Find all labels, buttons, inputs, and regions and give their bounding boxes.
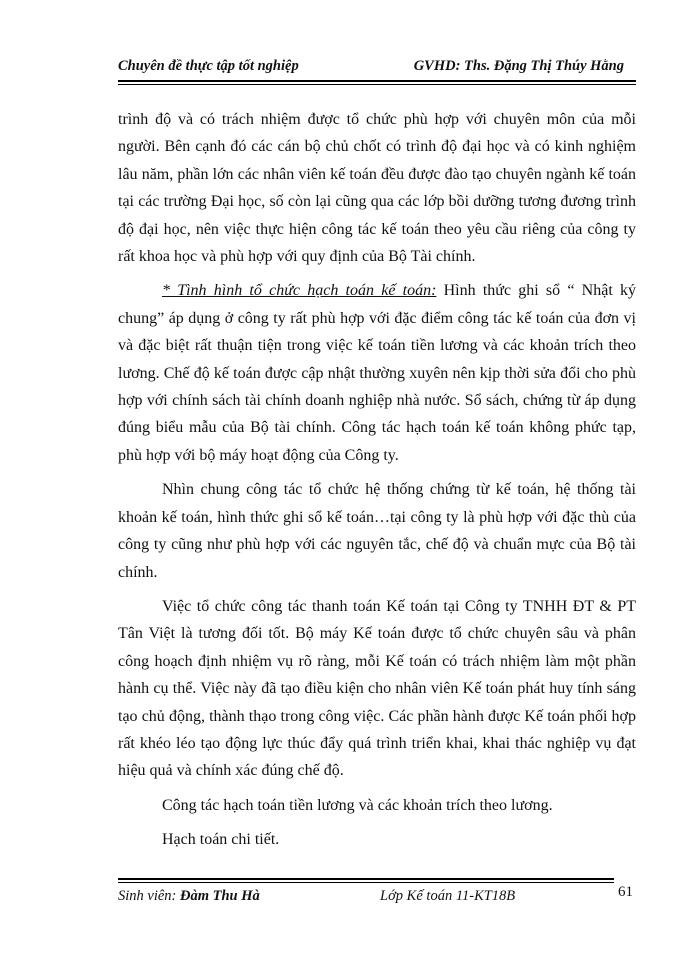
paragraph-2-heading: * Tình hình tổ chức hạch toán kế toán: bbox=[162, 282, 437, 300]
student-label: Sinh viên: bbox=[118, 888, 181, 904]
paragraph-4: Việc tổ chức công tác thanh toán Kế toán tại Công ty TNHH ĐT & PT Tân Việt là tương đối tốt. Bộ máy Kế toán được tổ chức chuyên sâu và phân công hoạch định nhiệm vụ rõ ràng, mỗi Kế toán có trách nhiệm làm một phần hành cụ thể. Việc này đã tạo điều kiện cho nhân viên Kế toán phát huy tính sáng tạo chủ động, thành thạo trong công việc. Các phần hành được Kế toán phối hợp rất khéo léo tạo động lực thúc đẩy quá trình triển khai, khai thác nghiệp vụ đạt hiệu quả và chính xác đúng chế độ. bbox=[118, 597, 636, 780]
page-header bbox=[118, 56, 636, 80]
paragraph-2 bbox=[118, 277, 636, 469]
page-number: 61 bbox=[618, 884, 633, 900]
header-rule-thick bbox=[118, 80, 636, 82]
footer-class: Lớp Kế toán 11-KT18B bbox=[380, 888, 516, 904]
paragraph-2-text: Hình thức ghi sổ “ Nhật ký chung” áp dụng ở công ty rất phù hợp với đặc điểm công tác kế toán của đơn vị và đặc biệt rất thuận tiện trong việc kế toán tiền lương và các khoản trích theo lương. Chế độ kế toán được cập nhật thường xuyên nên kịp thời sửa đổi cho phù hợp với chính sách tài chính doanh nghiệp nhà nước. Sổ sách, chứng từ áp dụng đúng biểu mẫu của Bộ tài chính. Công tác hạch toán kế toán không phức tạp, phù hợp với bộ máy hoạt động của Công ty. bbox=[118, 282, 637, 464]
footer-student bbox=[118, 888, 260, 905]
header-advisor: GVHD: Ths. Đặng Thị Thúy Hằng bbox=[413, 58, 624, 74]
paragraph-5: Công tác hạch toán tiền lương và các khoản trích theo lương. bbox=[162, 796, 553, 814]
footer-rule-thin bbox=[118, 882, 614, 883]
paragraph-6: Hạch toán chi tiết. bbox=[162, 831, 280, 849]
header-rule-thin bbox=[118, 84, 636, 85]
paragraph-1: trình độ và có trách nhiệm được tổ chức phù hợp với chuyên môn của mỗi người. Bên cạnh đó các cán bộ chủ chốt có trình độ đại học và có kinh nghiệm lâu năm, phần lớn các nhân viên kế toán đều được đào tạo chuyên ngành kế toán tại các trường Đại học, số còn lại cũng qua các lớp bồi dưỡng tương đương trình độ đại học, nên việc thực hiện công tác kế toán theo yêu cầu riêng của công ty rất khoa học và phù hợp với quy định của Bộ Tài chính. bbox=[118, 111, 636, 266]
document-body bbox=[118, 106, 636, 861]
footer-rule-thick bbox=[118, 878, 614, 880]
header-title: Chuyên đề thực tập tốt nghiệp bbox=[118, 58, 299, 74]
student-name: Đàm Thu Hà bbox=[180, 888, 260, 904]
paragraph-3: Nhìn chung công tác tổ chức hệ thống chứng từ kế toán, hệ thống tài khoản kế toán, hình thức ghi sổ kế toán…tại công ty là phù hợp với đặc thù của công ty cũng như phù hợp với các nguyên tắc, chế độ và chuẩn mực của Bộ tài chính. bbox=[118, 481, 636, 581]
